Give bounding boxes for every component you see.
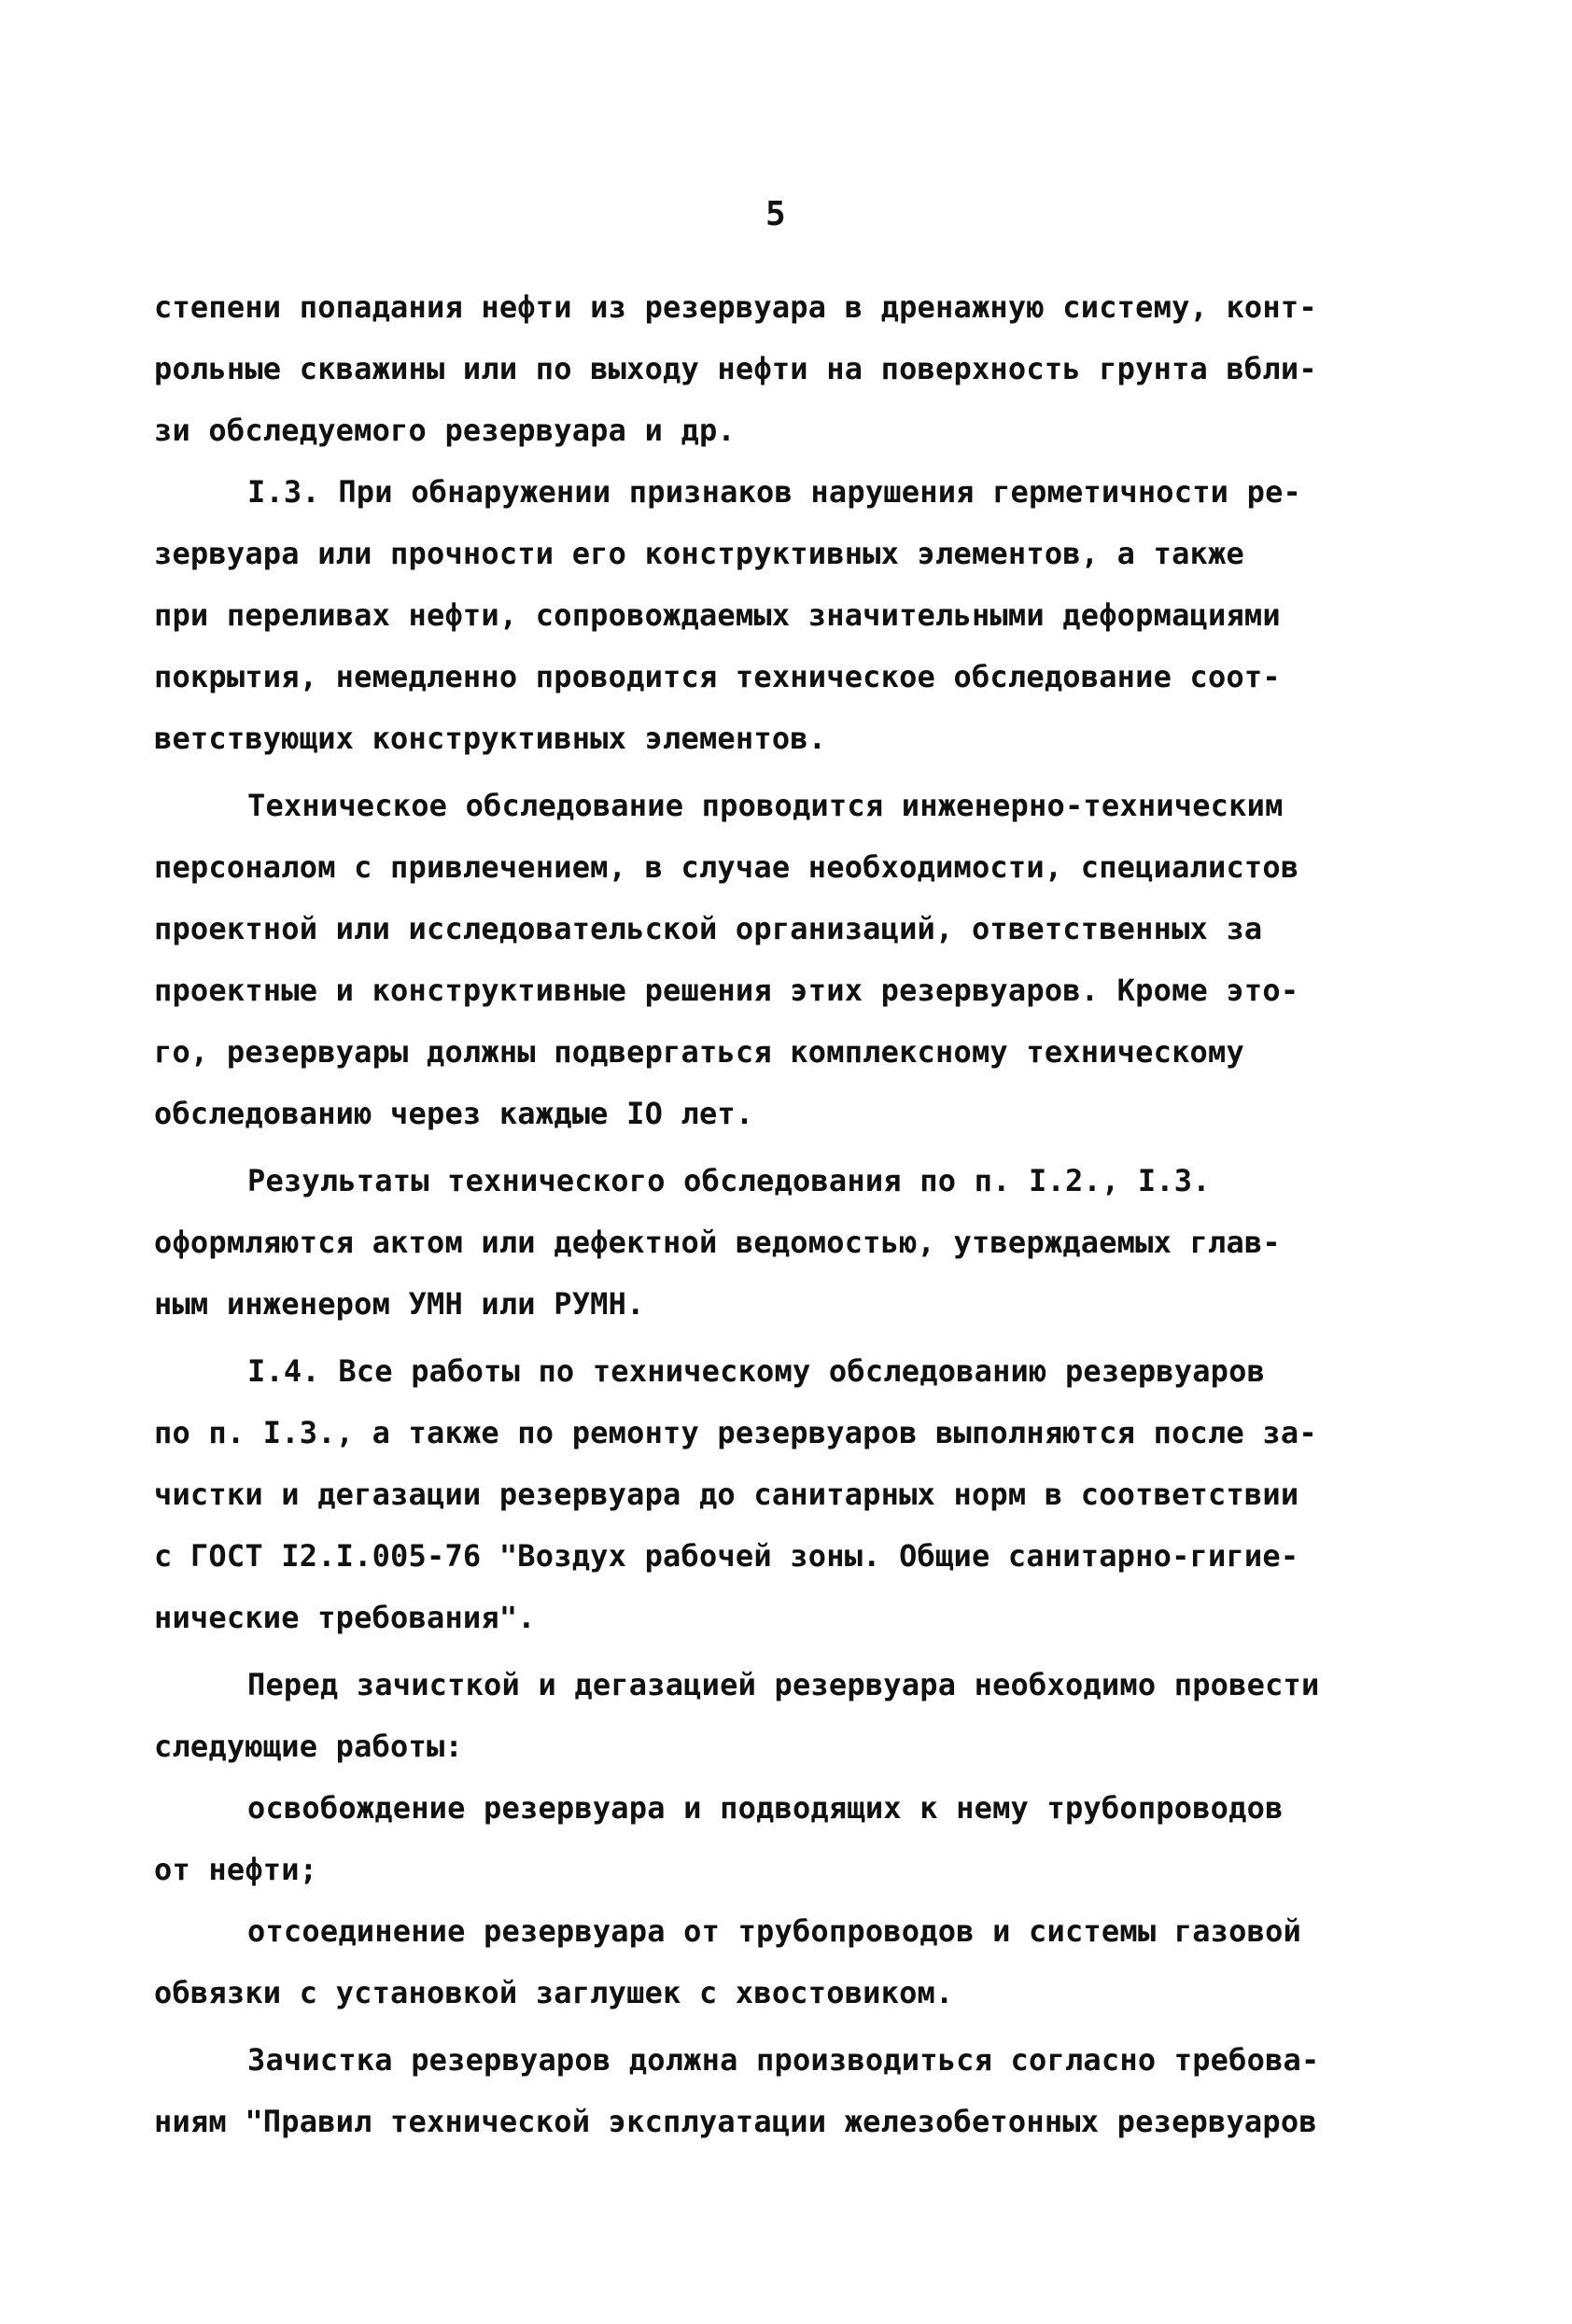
text-line: от нефти; [154,1852,318,1887]
text-line: Перед зачисткой и дегазацией резервуара необходимо провести [247,1667,1320,1702]
text-line: рольные скважины или по выходу нефти на поверхность грунта вбли- [154,351,1317,386]
paragraph-6 [154,1654,1377,1777]
text-line: проектной или исследовательской организаций, ответственных за [154,911,1263,946]
paragraph-7 [154,1777,1377,1900]
text-line: покрытия, немедленно проводится техническое обследование соот- [154,659,1281,694]
text-line: I.4. Все работы по техническому обследованию резервуаров [247,1353,1266,1389]
paragraph-9 [154,2029,1377,2152]
paragraph-1 [154,276,1377,461]
paragraph-4 [154,1150,1377,1335]
text-line: зи обследуемого резервуара и др. [154,413,736,448]
text-line: проектные и конструктивные решения этих резервуаров. Кроме это- [154,973,1299,1008]
text-line: с ГОСТ I2.I.005-76 "Воздух рабочей зоны. Общие санитарно-гигие- [154,1538,1299,1574]
paragraph-8 [154,1900,1377,2023]
text-line: степени попадания нефти из резервуара в дренажную систему, конт- [154,289,1317,325]
text-line: обследованию через каждые IO лет. [154,1096,754,1131]
paragraph-5 [154,1340,1377,1648]
text-line: го, резервуары должны подвергаться комплексному техническому [154,1034,1244,1070]
text-line: Результаты технического обследования по п. I.2., I.3. [247,1163,1211,1198]
text-line: Техническое обследование проводится инженерно-техническим [247,788,1284,823]
text-line: зервуара или прочности его конструктивных элементов, а также [154,536,1244,571]
text-line: ным инженером УМН или РУМН. [154,1286,645,1322]
text-line: ветствующих конструктивных элементов. [154,721,827,756]
text-line: при переливах нефти, сопровождаемых значительными деформациями [154,597,1281,633]
text-line: I.3. При обнаружении признаков нарушения герметичности ре- [247,474,1302,510]
body-text [154,276,1377,2152]
text-line: по п. I.3., а также по ремонту резервуаров выполняются после за- [154,1415,1317,1450]
text-line: ниям "Правил технической эксплуатации железобетонных резервуаров [154,2104,1317,2139]
page-number: 5 [765,195,786,233]
text-line: оформляются актом или дефектной ведомостью, утверждаемых глав- [154,1225,1281,1260]
text-line: Зачистка резервуаров должна производиться согласно требова- [247,2042,1320,2078]
text-line: нические требования". [154,1600,536,1635]
paragraph-2 [154,461,1377,769]
text-line: обвязки с установкой заглушек с хвостовиком. [154,1975,954,2010]
text-line: освобождение резервуара и подводящих к нему трубопроводов [247,1790,1284,1826]
paragraph-3 [154,775,1377,1144]
text-line: персоналом с привлечением, в случае необходимости, специалистов [154,849,1299,885]
text-line: следующие работы: [154,1729,463,1764]
text-line: чистки и дегазации резервуара до санитарных норм в соответствии [154,1477,1299,1512]
text-line: отсоединение резервуара от трубопроводов и системы газовой [247,1913,1302,1949]
